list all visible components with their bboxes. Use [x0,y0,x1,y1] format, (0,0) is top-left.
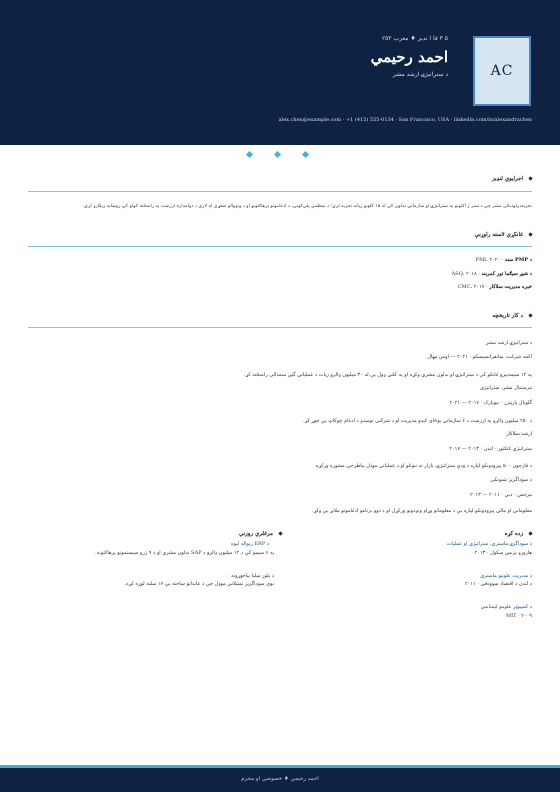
candidate-title: د ستراتيژۍ ارشد مشر [392,71,448,78]
job-meta: گلوبال پارټنرز · نيويارک · ۲۰۱۷ — ۲۰۲۱ [449,400,532,406]
project-description: په ۶ سیمو کې د ۱۲ میلیون ډالرو د SAP بدلون مشري او د ۹ زرو سیستمونو پرهاکتونه. [95,550,274,556]
education-degree: د کمپيوټر علومو لیسانس [480,604,532,610]
contact-line: alex.chen@example.com · +1 (415) 555-0134 · San Francisco, USA · linkedin.com/in/alexandrachen [278,117,532,123]
job-meta: مرجس · دبي · ۲۰۱۱ — ۲۰۱۳ [470,492,532,498]
diamond-bullet-icon [528,176,532,180]
section-rule [28,246,532,247]
diamond-bullet-icon [528,313,532,317]
education-school: هارورډ بزنس سکول · ۲۰۱۳ [474,550,532,556]
section-rule [28,327,532,328]
diamond-icon [274,151,281,158]
diamond-icon [246,151,253,158]
job-meta: ستراتيژي کنکتور · لندن · ۲۰۱۳ — ۲۰۱۷ [449,446,532,452]
job-description: معلوماتي او مالي پیرودونکو لپاره یې د معلوماتو وړاو ونډدونو ورکړل او د دوو برنامو ادغامونو ملاتړ یې وکړ. [312,508,532,514]
job-meta: اکمه شرکت، سانفرانسیسکو · ۲۰۲۱ — اوس مهال [427,354,532,360]
footer-text: احمد رحیمي ♦ خصوصي او محرم [241,776,319,782]
section-title-experience: د کار تاريخچه [492,313,532,319]
job-role: ارشد سلاکار [506,431,532,437]
education-school: د لندن د اقتصاد ښوونځي · ۲۰۱۱ [464,581,532,587]
diamond-icon [302,151,309,158]
section-rule [28,191,532,192]
project-name: د پلور میلیا بیاجوړونه [231,573,274,579]
job-role: د ستراتيژۍ ارشد مشر [486,340,532,346]
section-title-certifications: غانکړي لاسته راوړنې [475,232,532,238]
section-title-summary: اجرایوي لنډيز [492,176,532,182]
candidate-name: احمد رحیمي [370,48,448,66]
project-name: د ERP ریواله لیوه [230,541,269,547]
monogram-badge: AC [473,36,531,106]
diamond-bullet-icon [528,531,532,535]
job-role: د سوداگريز شنونکی [490,477,532,483]
job-description: په ۱۲ سيمه‌ييزو غانکو کې د ستراتيژۍ او بدلون مشري وکړه او په کلني ډول یې له ۳۰ میلیون ډالرو زیات د عملیاتي گټې سمدالی رامنځته کړ. [243,372,532,378]
header-tagline: ٥ ٣ فا ا ندير ♦ معرب ٢٥٢ [381,35,448,42]
diamond-bullet-icon [528,232,532,236]
education-degree: د مدیریت علومو ماستري [480,573,532,579]
divider-diamonds [0,150,560,162]
job-description: د فارچون ۵۰۰ پیرودونکو لپاره د ودې ستراتيژۍ، بازار ته ننوتلو او د عملیاتي مودل بیاطرحې مشوره ورکړه. [314,463,532,469]
header-band [0,0,560,145]
footer-band [0,768,560,792]
section-title-projects: مرغلري روزنې [239,531,282,537]
summary-text: تجربه‌درلودنکی مشر چې د ستر ژ اکتونو په ستراتيژۍ او سازماني بدلون کې له ۱۵ کلونو زیاته تجربه لري؛ د منظمې پلې‌کونې، د ادغامونو پرهاکتونو او د ونډوالو ضغړې له لارې د دوامداره ارزښت په رامنځته کولو کې روښانه ریکارډ لري. [82,204,532,209]
certification-item: د PMP سند · PMI، ۲۰۲۰ [475,257,532,263]
section-title-education: زده کړه [505,531,532,537]
diamond-bullet-icon [278,531,282,535]
job-role: مرستيال مشر، ستراتيژي [480,385,532,391]
job-description: د ۲۵۰ میلیون ډالرو په ارزښت د ۶ سازماني يوځای کېدو مدیریت او د شرکتي تومېدو د ادغام چوکاټ یې جوړ کړ. [302,418,532,424]
certification-item: د شپږ سیګما تور کمربند · ASQ، ۲۰۱۸ [451,271,532,277]
project-description: نوی سوداگريز تمثیلاتي موډل چې د عاید‌اتو ساحته یې ۱۷ سلنه لوړه کړه. [124,581,274,587]
education-school: MIT · ۲۰۰۹ [506,613,532,619]
education-degree: د سوداگرۍ ماستري، ستراتيژي او عملیات [446,541,532,547]
certification-item: خبره مدیریت سلاکار · CMC، ۲۰۱۷ [457,284,532,290]
